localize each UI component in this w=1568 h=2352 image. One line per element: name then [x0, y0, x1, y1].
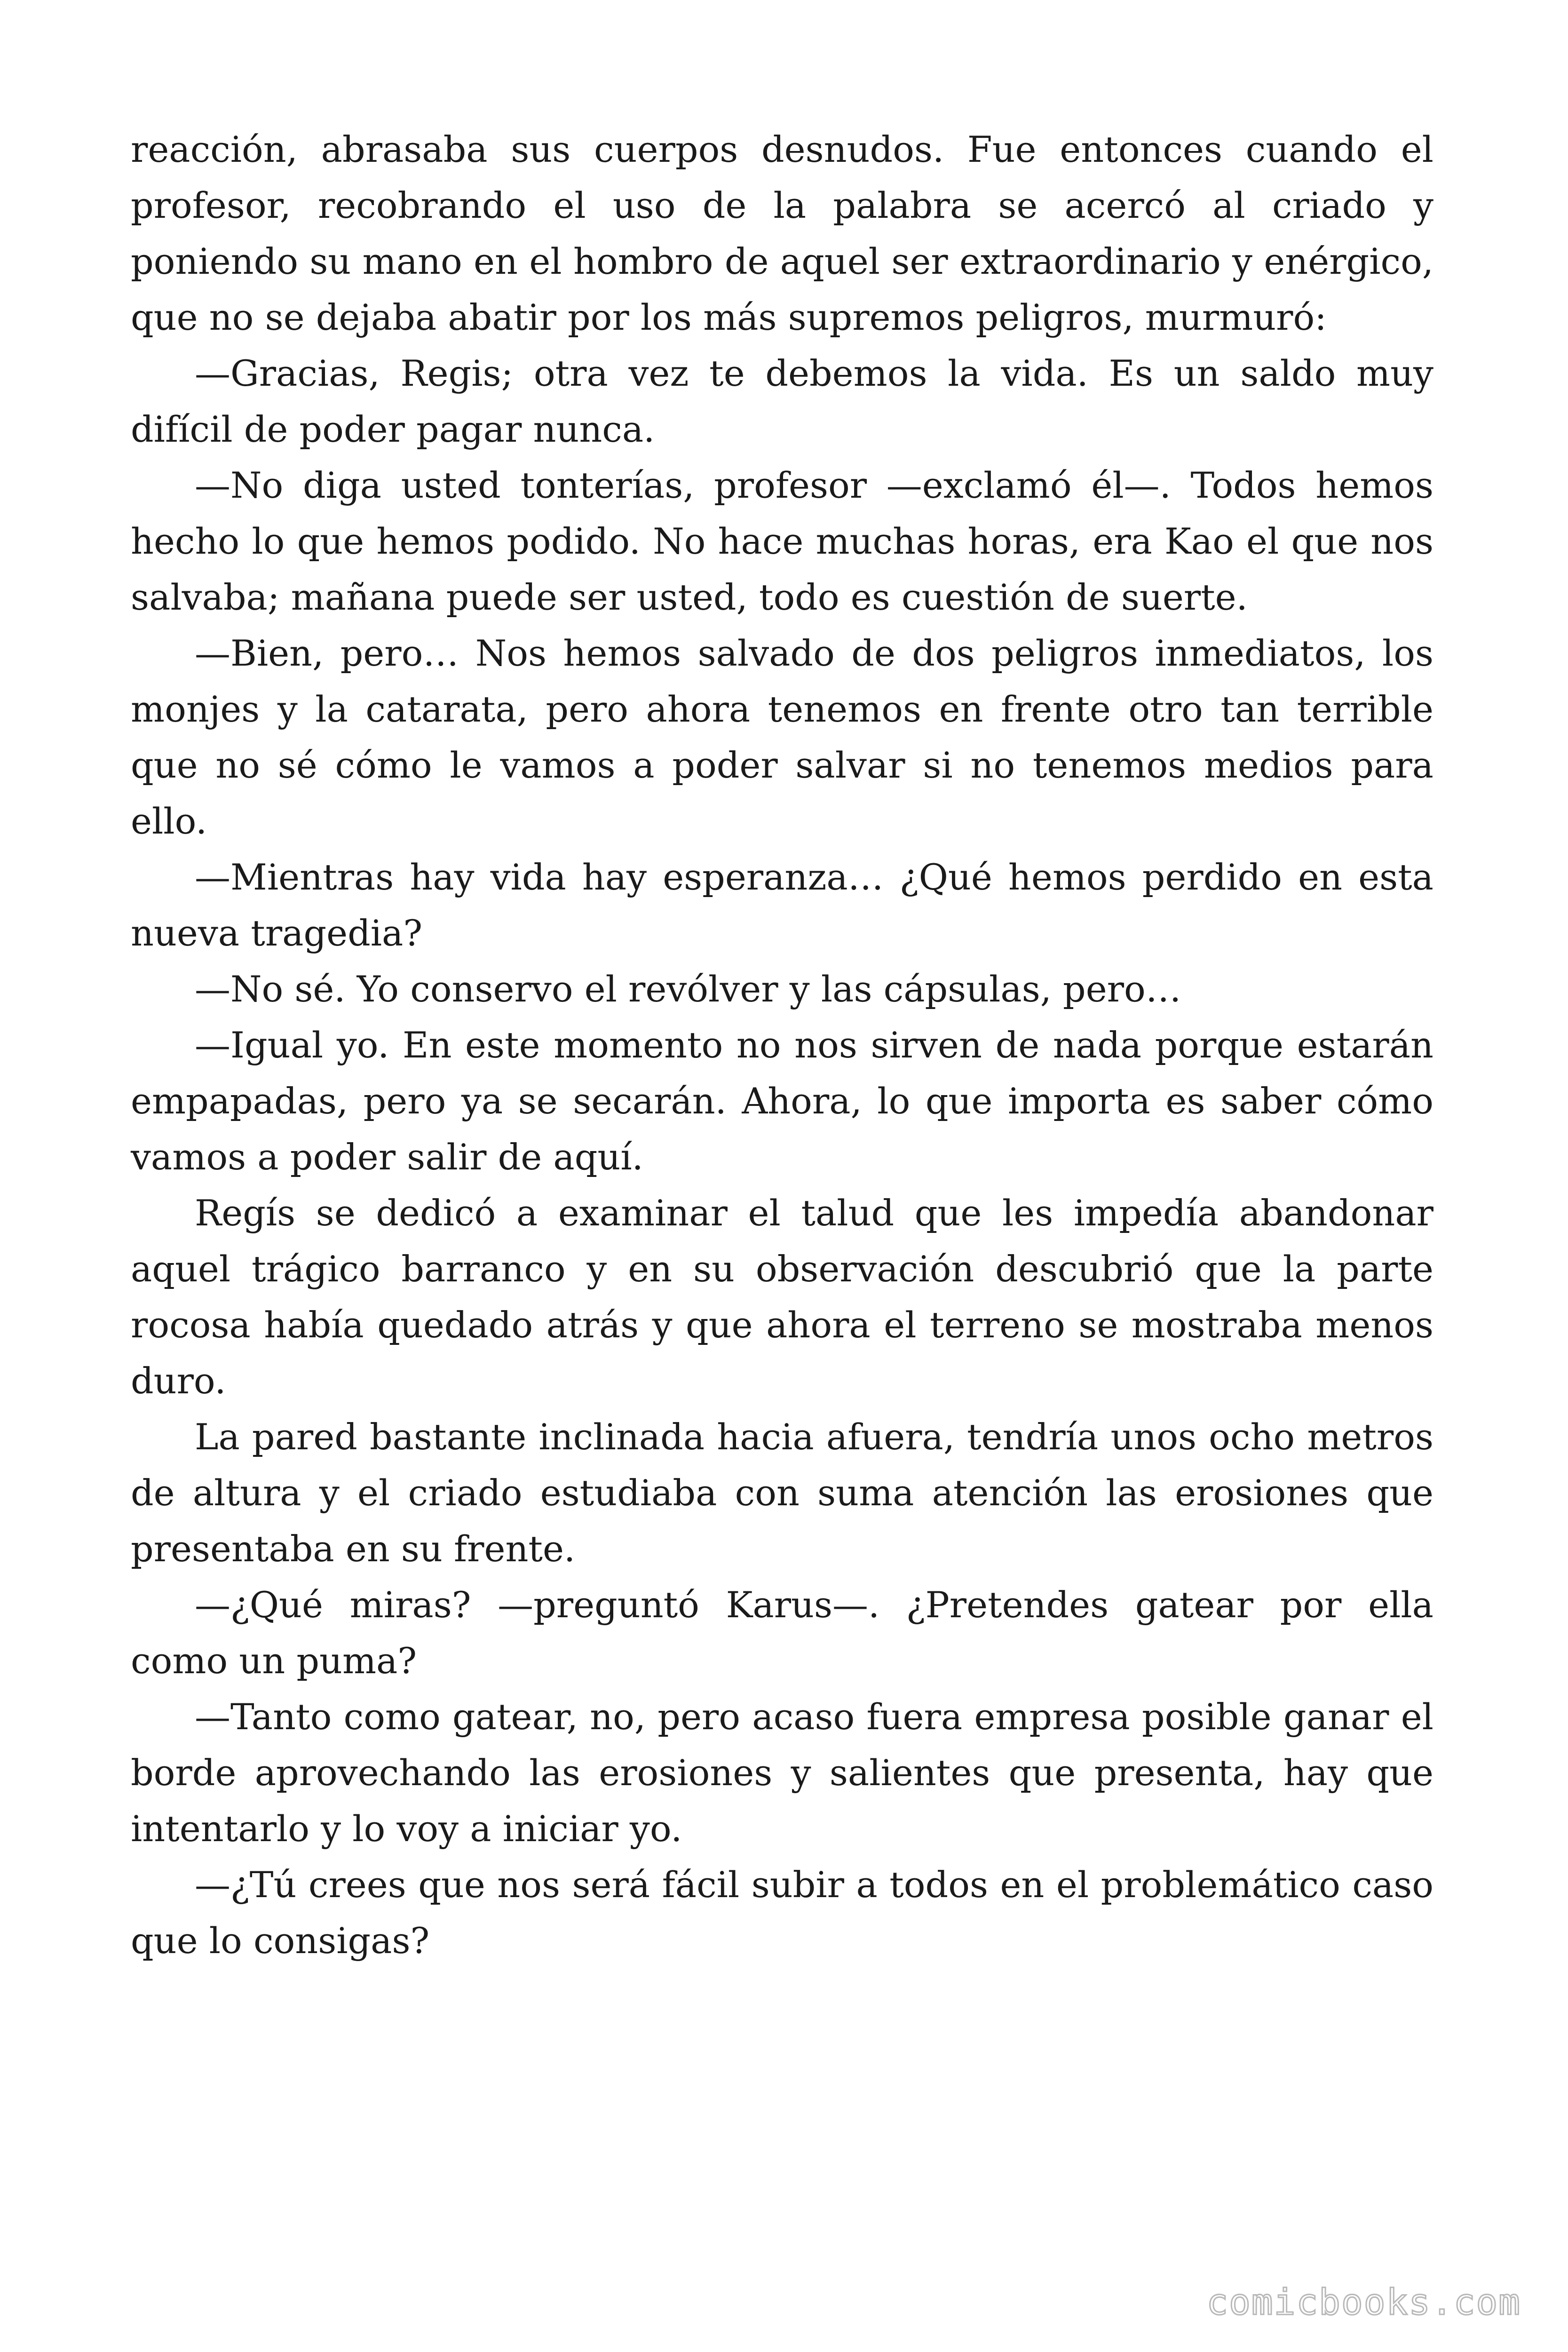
paragraph: reacción, abrasaba sus cuerpos desnudos. Fue entonces cuando el profesor, recobrando el uso de la palabra se acercó al criado y poniendo su mano en el hombro de aquel ser extraordinario y enérgico, que no se dejaba abatir por los más supremos peligros, murmuró: [131, 128, 1433, 338]
book-page-text [131, 121, 1433, 1969]
paragraph: —Igual yo. En este momento no nos sirven de nada porque estarán empapadas, pero ya se secarán. Ahora, lo que importa es saber cómo vamos a poder salir de aquí. [131, 1024, 1433, 1178]
paragraph: —No diga usted tonterías, profesor —exclamó él—. Todos hemos hecho lo que hemos podido. No hace muchas horas, era Kao el que nos salvaba; mañana puede ser usted, todo es cuestión de suerte. [131, 464, 1433, 618]
paragraph: —Tanto como gatear, no, pero acaso fuera empresa posible ganar el borde aprovechando las erosiones y salientes que presenta, hay que intentarlo y lo voy a iniciar yo. [131, 1696, 1433, 1850]
paragraph: —Bien, pero… Nos hemos salvado de dos peligros inmediatos, los monjes y la catarata, pero ahora tenemos en frente otro tan terrible que no sé cómo le vamos a poder salvar si no tenemos medios para ello. [131, 632, 1433, 842]
watermark: comicbooks.com [1206, 2281, 1521, 2323]
paragraph: —Gracias, Regis; otra vez te debemos la vida. Es un saldo muy difícil de poder pagar nunca. [131, 352, 1433, 450]
paragraph: Regís se dedicó a examinar el talud que les impedía abandonar aquel trágico barranco y en su observación descubrió que la parte rocosa había quedado atrás y que ahora el terreno se mostraba menos duro. [131, 1192, 1433, 1402]
paragraph: —No sé. Yo conservo el revólver y las cápsulas, pero… [195, 968, 1181, 1010]
paragraph: La pared bastante inclinada hacia afuera, tendría unos ocho metros de altura y el criado estudiaba con suma atención las erosiones que presentaba en su frente. [131, 1416, 1433, 1570]
paragraph: —¿Tú crees que nos será fácil subir a todos en el problemático caso que lo consigas? [131, 1864, 1433, 1962]
paragraph: —¿Qué miras? —preguntó Karus—. ¿Pretendes gatear por ella como un puma? [131, 1584, 1433, 1682]
paragraph: —Mientras hay vida hay esperanza… ¿Qué hemos perdido en esta nueva tragedia? [131, 856, 1433, 954]
